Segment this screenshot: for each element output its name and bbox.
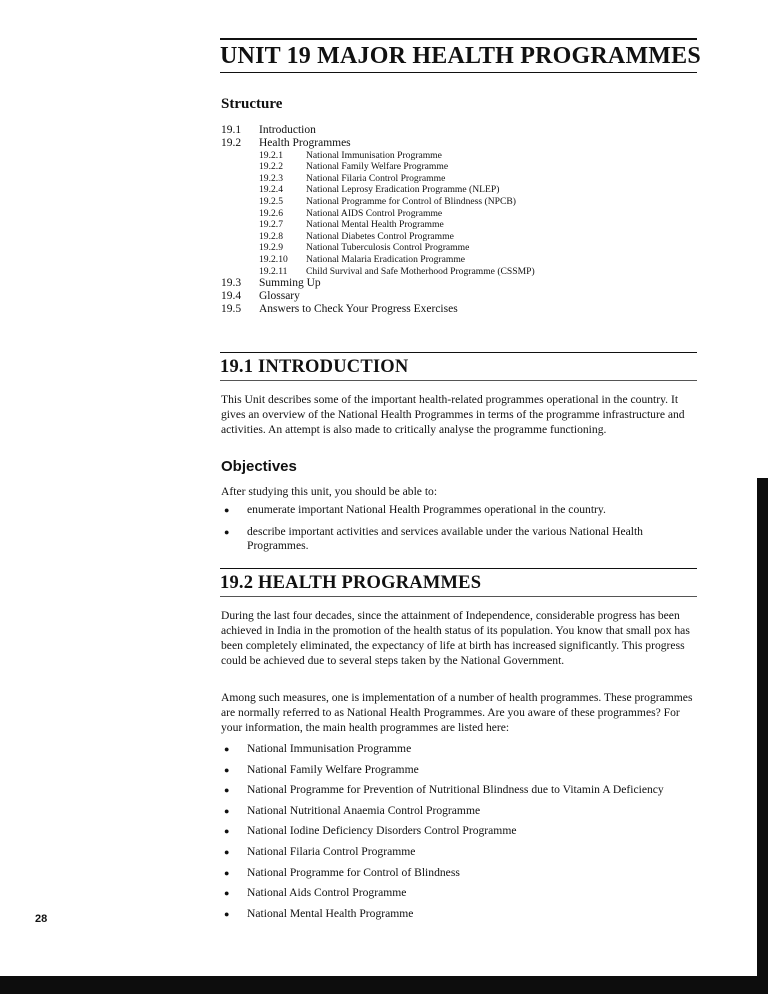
toc-item xyxy=(221,277,701,290)
toc-item-label: Introduction xyxy=(259,124,316,136)
list-item: ● National Iodine Deficiency Disorders Control Programme xyxy=(221,824,699,839)
programmes-list xyxy=(221,742,699,921)
intro-bottom-rule xyxy=(220,380,697,381)
toc-item-number: 19.3 xyxy=(221,277,242,290)
list-item: ● National Filaria Control Programme xyxy=(221,845,699,860)
toc-subitem xyxy=(221,161,701,173)
list-item: ● describe important activities and services available under the various National Health Programmes. xyxy=(221,525,699,554)
toc-subitem xyxy=(221,242,701,254)
list-item: ● National Family Welfare Programme xyxy=(221,763,699,778)
toc-subitem-number: 19.2.6 xyxy=(259,207,283,219)
list-item: ● National Aids Control Programme xyxy=(221,886,699,901)
toc-subitem-label: National Tuberculosis Control Programme xyxy=(306,242,470,254)
toc-subitem-label: National Filaria Control Programme xyxy=(306,172,446,184)
toc-subitem xyxy=(221,231,701,243)
toc-item-number: 19.5 xyxy=(221,302,242,315)
list-item: ● National Programme for Prevention of Nutritional Blindness due to Vitamin A Deficiency xyxy=(221,783,699,798)
toc-item xyxy=(221,303,701,316)
health-programmes-heading: 19.2 HEALTH PROGRAMMES xyxy=(220,573,482,593)
toc-subitem-number: 19.2.9 xyxy=(259,242,283,254)
table-of-contents xyxy=(221,124,701,316)
list-item: ● National Programme for Control of Blindness xyxy=(221,866,699,881)
unit-title: UNIT 19 MAJOR HEALTH PROGRAMMES xyxy=(220,43,701,69)
toc-subitem-number: 19.2.5 xyxy=(259,195,283,207)
toc-subitem xyxy=(221,266,701,278)
list-item: ● enumerate important National Health Programmes operational in the country. xyxy=(221,503,699,518)
toc-subitem xyxy=(221,219,701,231)
toc-item-label: Health Programmes xyxy=(259,136,351,149)
toc-subitem-number: 19.2.7 xyxy=(259,219,283,231)
toc-subitem xyxy=(221,173,701,185)
objectives-lead: After studying this unit, you should be able to: xyxy=(221,485,438,498)
toc-item-number: 19.2 xyxy=(221,136,242,149)
toc-subitem-number: 19.2.1 xyxy=(259,149,283,161)
list-item: ● National Nutritional Anaemia Control Programme xyxy=(221,804,699,819)
toc-subitem-label: National Leprosy Eradication Programme (NLEP) xyxy=(306,184,500,196)
title-top-rule xyxy=(220,38,697,40)
toc-subitem xyxy=(221,150,701,162)
toc-subitem-label: National Diabetes Control Programme xyxy=(306,230,454,242)
structure-heading: Structure xyxy=(221,96,283,112)
health-programmes-paragraph-1: During the last four decades, since the attainment of Independence, considerable progress has been achieved in India in the promotion of the health status of its population. You know that small pox has been completely eliminated, the expectancy of life at birth has increased significantly. This progress could be achieved due to several steps taken by the National Government. xyxy=(221,609,690,667)
objectives-list xyxy=(221,503,699,554)
list-item: ● National Immunisation Programme xyxy=(221,742,699,757)
toc-subitem-label: National Family Welfare Programme xyxy=(306,161,449,173)
toc-item xyxy=(221,137,701,150)
health-programmes-paragraph-2: Among such measures, one is implementation of a number of health programmes. These programmes are normally referred to as National Health Programmes. Are you aware of these programmes? For your information, the main health programmes are listed here: xyxy=(221,691,693,734)
scan-edge-right xyxy=(757,478,768,994)
introduction-heading: 19.1 INTRODUCTION xyxy=(220,357,409,377)
toc-subitem xyxy=(221,196,701,208)
toc-subitem-number: 19.2.11 xyxy=(259,265,288,277)
introduction-paragraph: This Unit describes some of the important health-related programmes operational in the country. It gives an overview of the National Health Programmes in terms of the programme infrastructure and activities. An attempt is also made to critically analyse the programme functioning. xyxy=(221,393,685,436)
toc-subitem-number: 19.2.8 xyxy=(259,230,283,242)
toc-subitem-label: National Mental Health Programme xyxy=(306,219,444,231)
programmes-top-rule xyxy=(220,568,697,569)
toc-subitem xyxy=(221,208,701,220)
toc-subitem-label: National AIDS Control Programme xyxy=(306,207,443,219)
toc-item-label: Glossary xyxy=(259,289,300,302)
toc-subitem xyxy=(221,184,701,196)
toc-subitem-number: 19.2.10 xyxy=(259,253,288,265)
toc-subitem-label: National Immunisation Programme xyxy=(306,149,442,161)
toc-item-number: 19.4 xyxy=(221,289,242,302)
toc-subitem-label: Child Survival and Safe Motherhood Programme (CSSMP) xyxy=(306,265,535,277)
toc-subitem-label: National Programme for Control of Blindness (NPCB) xyxy=(306,195,516,207)
toc-item-label: Answers to Check Your Progress Exercises xyxy=(259,302,458,315)
scan-edge-bottom xyxy=(0,976,768,994)
objectives-heading: Objectives xyxy=(221,458,297,475)
toc-item xyxy=(221,290,701,303)
toc-subitem-label: National Malaria Eradication Programme xyxy=(306,253,466,265)
toc-subitem-number: 19.2.3 xyxy=(259,172,283,184)
toc-subitem-number: 19.2.4 xyxy=(259,184,283,196)
intro-top-rule xyxy=(220,352,697,353)
toc-subitem xyxy=(221,254,701,266)
title-bottom-rule xyxy=(220,72,697,73)
list-item: ● National Mental Health Programme xyxy=(221,907,699,922)
page-number: 28 xyxy=(35,913,48,925)
programmes-bottom-rule xyxy=(220,596,697,597)
toc-item xyxy=(221,124,701,137)
toc-item-label: Summing Up xyxy=(259,277,321,290)
toc-item-number: 19.1 xyxy=(221,124,242,136)
toc-subitem-number: 19.2.2 xyxy=(259,161,283,173)
